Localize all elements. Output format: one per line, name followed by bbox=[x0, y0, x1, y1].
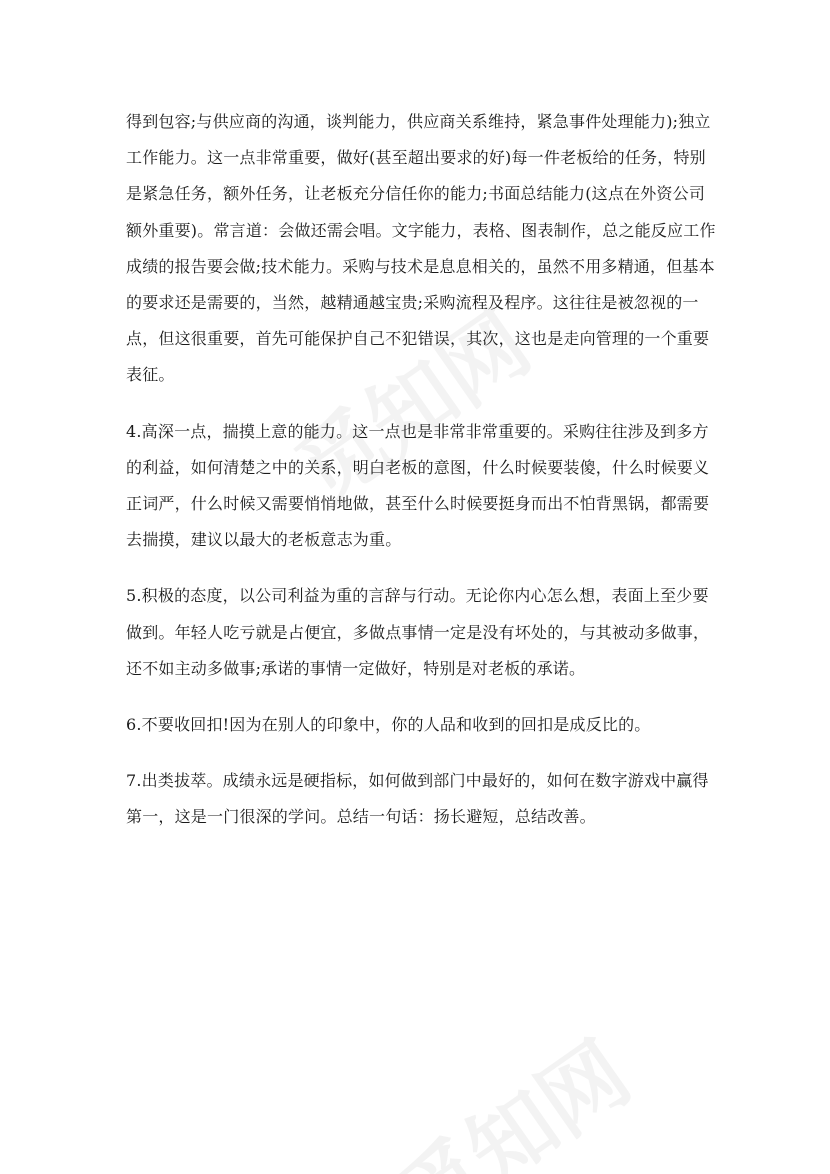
paragraph-item-6: 6.不要收回扣!因为在别人的印象中，你的人品和收到的回扣是成反比的。 bbox=[126, 715, 651, 735]
paragraph-item-7: 7.出类拔萃。成绩永远是硬指标，如何做到部门中最好的，如何在数字游戏中赢得第一，这是一门很深的学问。总结一句话：扬长避短，总结改善。 bbox=[126, 771, 709, 827]
watermark bbox=[368, 1007, 650, 1174]
paragraph-continuation: 得到包容;与供应商的沟通，谈判能力，供应商关系维持，紧急事件处理能力);独立工作能力。这一点非常重要，做好(甚至超出要求的好)每一件老板给的任务，特别是紧急任务，额外任务，让老板充分信任你的能力;书面总结能力(这点在外资公司额外重要)。常言道：会做还需会唱。文字能力，表格、图表制作，总之能反应工作成绩的报告要会做;技术能力。采购与技术是息息相关的，虽然不用多精通，但基本的要求还是需要的，当然，越精通越宝贵;采购流程及程序。这往往是被忽视的一点，但这很重要，首先可能保护自己不犯错误，其次，这也是走向管理的一个重要表征。 bbox=[126, 112, 716, 385]
paragraph-item-4: 4.高深一点，揣摸上意的能力。这一点也是非常非常重要的。采购往往涉及到多方的利益，如何清楚之中的关系，明白老板的意图，什么时候要装傻，什么时候要义正词严，什么时候又需要悄悄地做，甚至什么时候要挺身而出不怕背黑锅，都需要去揣摸，建议以最大的老板意志为重。 bbox=[126, 421, 710, 550]
document-body bbox=[126, 104, 716, 856]
paragraph-item-5: 5.积极的态度，以公司利益为重的言辞与行动。无论你内心怎么想，表面上至少要做到。年轻人吃亏就是占便宜，多做点事情一定是没有坏处的，与其被动多做事，还不如主动多做事;承诺的事情一定做好，特别是对老板的承诺。 bbox=[126, 586, 710, 678]
